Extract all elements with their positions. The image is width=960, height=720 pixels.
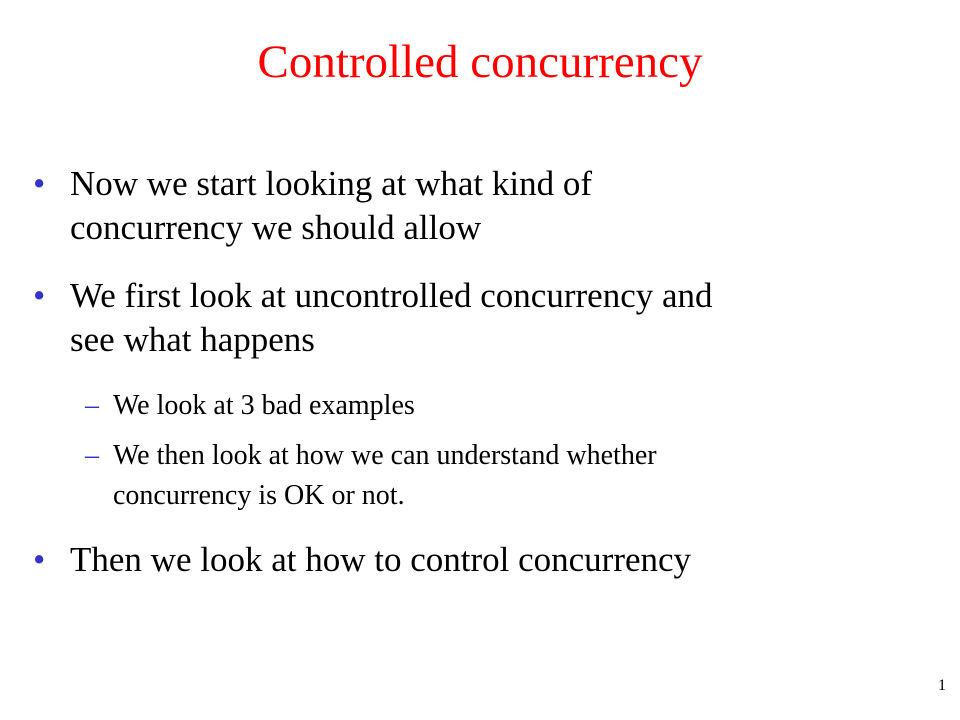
bullet-3 [33, 538, 890, 582]
bullet-1-line-1: Now we start looking at what kind of [70, 164, 592, 203]
slide-title: Controlled concurrency [257, 36, 703, 88]
sub-bullet-2-line-2: concurrency is OK or not. [113, 480, 405, 511]
sub-bullet-marker: – [85, 390, 99, 421]
sub-bullet-2-line-1: We then look at how we can understand whether [113, 440, 657, 471]
bullet-2-line-1: We first look at uncontrolled concurrency and [70, 276, 713, 315]
bullet-marker: • [33, 276, 46, 315]
bullet-2 [33, 274, 890, 362]
page-number: 1 [938, 677, 946, 694]
bullet-2-line-2: see what happens [70, 320, 315, 359]
bullet-3-line-1: Then we look at how to control concurrency [70, 540, 692, 579]
sub-bullet-marker: – [85, 440, 99, 471]
bullet-marker: • [33, 164, 46, 203]
bullet-marker: • [33, 540, 46, 579]
sub-bullet-1-line-1: We look at 3 bad examples [113, 390, 415, 421]
sub-bullet-2 [85, 436, 873, 516]
sub-bullet-1 [85, 386, 873, 426]
bullet-1-line-2: concurrency we should allow [70, 208, 482, 247]
bullet-1 [33, 162, 890, 250]
